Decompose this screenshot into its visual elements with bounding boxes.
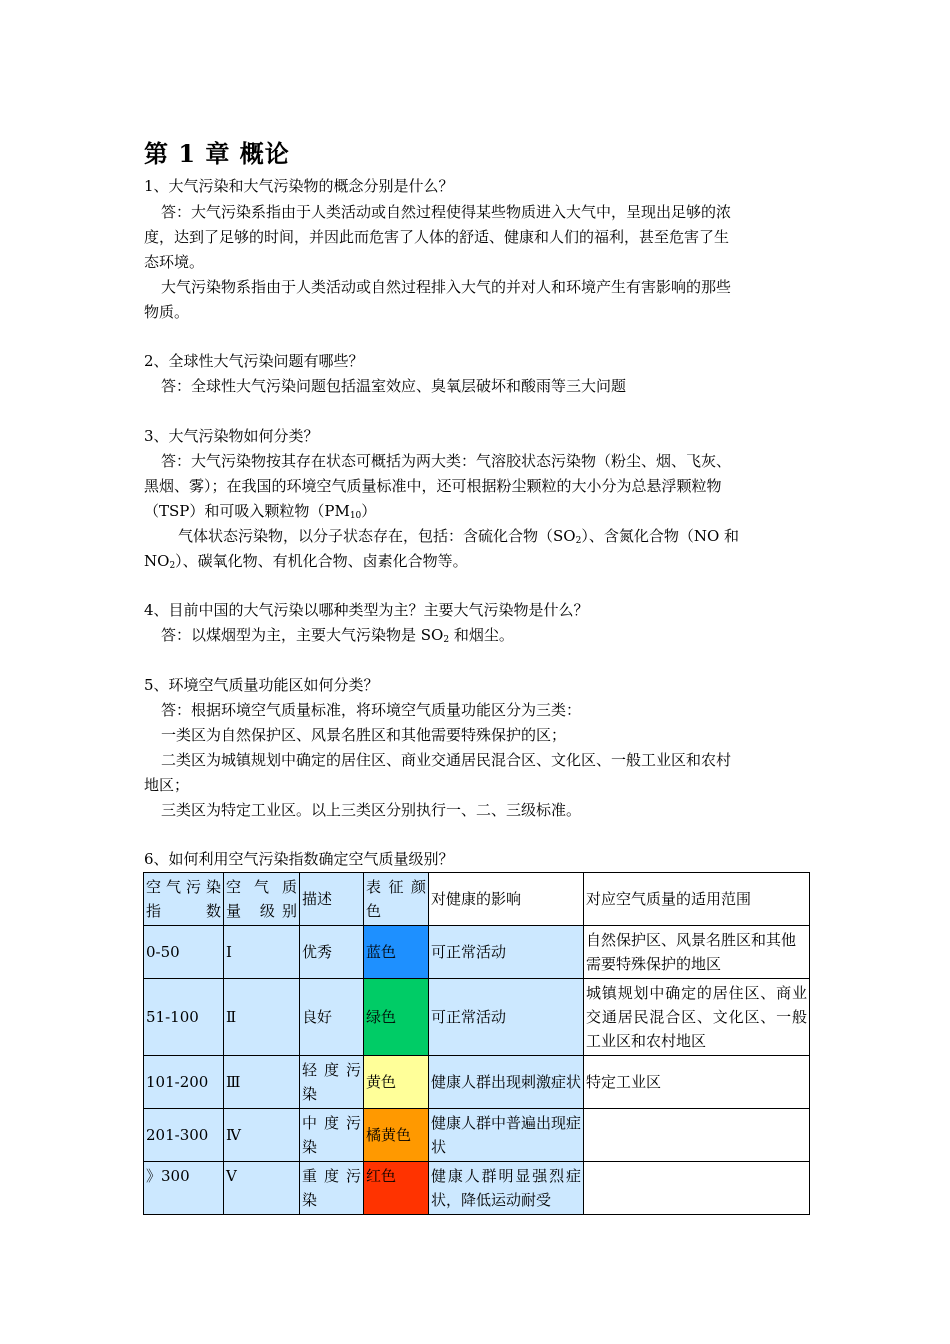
- cell-color-swatch: 黄色: [364, 1056, 429, 1109]
- cell-scope: [584, 1162, 810, 1215]
- answer-3-line-1: 答：大气污染物按其存在状态可概括为两大类：气溶胶状态污染物（粉尘、烟、飞灰、: [161, 452, 732, 470]
- table-row: [144, 1162, 810, 1215]
- cell-scope: 特定工业区: [584, 1056, 810, 1109]
- class-1-zone: 一类区为自然保护区、风景名胜区和其他需要特殊保护的区；: [161, 726, 567, 744]
- table-header-row: [144, 873, 810, 926]
- cell-color-swatch: 橘黄色: [364, 1109, 429, 1162]
- cell-color-swatch: 蓝色: [364, 926, 429, 979]
- cell-level: Ⅱ: [224, 979, 300, 1056]
- question-6: 6、如何利用空气污染指数确定空气质量级别？: [144, 850, 454, 868]
- cell-level: Ⅰ: [224, 926, 300, 979]
- cell-level: Ⅲ: [224, 1056, 300, 1109]
- cell-health: [429, 1162, 584, 1215]
- question-3: 3、大气污染物如何分类？: [144, 427, 319, 445]
- cell-scope: [584, 1109, 810, 1162]
- header-level: 空 气 质 量 级别: [224, 873, 300, 926]
- cell-desc: 优秀: [300, 926, 364, 979]
- cell-level: Ⅳ: [224, 1109, 300, 1162]
- answer-5: 答：根据环境空气质量标准，将环境空气质量功能区分为三类：: [161, 701, 582, 719]
- cell-scope: 城镇规划中确定的居住区、商业交通居民混合区、文化区、一般工业区和农村地区: [584, 979, 810, 1056]
- chapter-title: 第 1 章 概论: [144, 139, 290, 168]
- class-2-zone-line-1: 二类区为城镇规划中确定的居住区、商业交通居民混合区、文化区、一般工业区和农村: [161, 751, 732, 769]
- cell-scope: 自然保护区、风景名胜区和其他需要特殊保护的地区: [584, 926, 810, 979]
- class-2-zone-line-2: 地区；: [144, 776, 190, 794]
- cell-index: 201-300: [144, 1109, 224, 1162]
- table-row: [144, 979, 810, 1056]
- cell-index: 》300: [144, 1162, 224, 1215]
- question-5: 5、环境空气质量功能区如何分类？: [144, 676, 379, 694]
- cell-color-swatch: 红色: [364, 1162, 429, 1215]
- answer-1-line-4: 大气污染物系指由于人类活动或自然过程排入大气的并对人和环境产生有害影响的那些: [161, 278, 732, 296]
- answer-1-line-5: 物质。: [144, 303, 190, 321]
- cell-health: 可正常活动: [429, 926, 584, 979]
- cell-level: Ⅴ: [224, 1162, 300, 1215]
- question-2: 2、全球性大气污染问题有哪些？: [144, 352, 364, 370]
- cell-index: 51-100: [144, 979, 224, 1056]
- header-color: 表 征 颜 色: [364, 873, 429, 926]
- answer-3-line-2: 黑烟、雾）；在我国的环境空气质量标准中，还可根据粉尘颗粒的大小分为总悬浮颗粒物: [144, 477, 722, 495]
- cell-health: 可正常活动: [429, 979, 584, 1056]
- cell-health: 健康人群出现刺激症状: [429, 1056, 584, 1109]
- cell-health: 健康人群中普遍出现症状: [429, 1109, 584, 1162]
- answer-3-line-5: $NO_2$）、碳氧化物、有机化合物、卤素化合物等。: [144, 552, 468, 571]
- answer-1-line-2: 度，达到了足够的时间，并因此而危害了人体的舒适、健康和人们的福利，甚至危害了生: [144, 228, 730, 246]
- cell-health-text: 健康人群明显强烈症状，降低运动耐受: [431, 1167, 581, 1209]
- cell-desc: 重 度 污 染: [300, 1162, 364, 1215]
- cell-desc: 轻 度 污 染: [300, 1056, 364, 1109]
- answer-1-line-3: 态环境。: [144, 253, 205, 271]
- class-3-zone: 三类区为特定工业区。以上三类区分别执行一、二、三级标准。: [161, 801, 582, 819]
- header-desc: 描述: [300, 873, 364, 926]
- answer-2: 答：全球性大气污染问题包括温室效应、臭氧层破坏和酸雨等三大问题: [161, 377, 627, 395]
- table-row: [144, 926, 810, 979]
- question-4: 4、目前中国的大气污染以哪种类型为主？主要大气污染物是什么？: [144, 601, 589, 619]
- cell-desc: 中 度 污 染: [300, 1109, 364, 1162]
- cell-desc: 良好: [300, 979, 364, 1056]
- answer-4: 答：以煤烟型为主，主要大气污染物是 $SO_2$ 和烟尘。: [161, 626, 514, 645]
- table-row: [144, 1056, 810, 1109]
- header-health: 对健康的影响: [429, 873, 584, 926]
- air-quality-table: [143, 872, 810, 1215]
- question-1: 1、大气污染和大气污染物的概念分别是什么？: [144, 177, 454, 195]
- cell-index: 0-50: [144, 926, 224, 979]
- cell-color-swatch: 绿色: [364, 979, 429, 1056]
- cell-index: 101-200: [144, 1056, 224, 1109]
- header-scope: 对应空气质量的适用范围: [584, 873, 810, 926]
- answer-3-line-4: 气体状态污染物，以分子状态存在，包括：含硫化合物$(SO_2)$、含氮化合物（NO 和: [178, 527, 740, 546]
- answer-1-line-1: 答：大气污染系指由于人类活动或自然过程使得某些物质进入大气中，呈现出足够的浓: [161, 203, 732, 221]
- table-row: [144, 1109, 810, 1162]
- answer-3-line-3: （TSP）和可吸入颗粒物$(PM_{10})$: [144, 502, 377, 521]
- header-index: 空 气 污 染 指数: [144, 873, 224, 926]
